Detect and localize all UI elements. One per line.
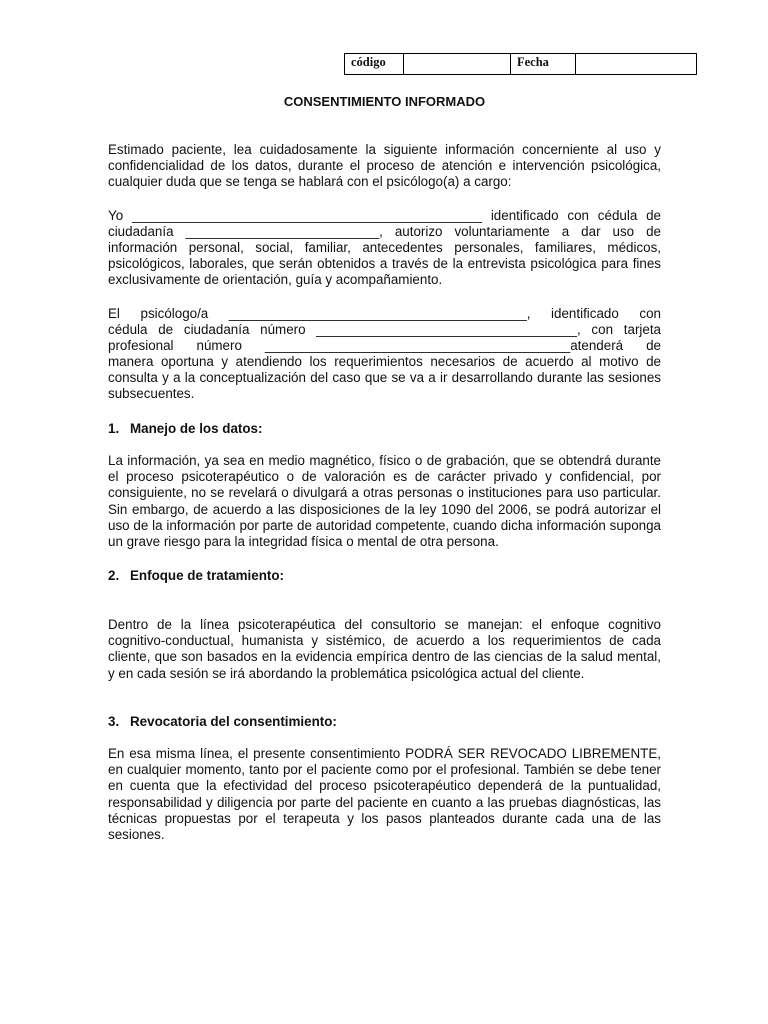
section-3-number: 3. — [108, 714, 120, 729]
psychologist-line-1: El psicólogo/a ________________________________________, identificado con — [108, 306, 661, 321]
fecha-value[interactable] — [576, 54, 697, 75]
header-table — [344, 53, 697, 75]
intro-paragraph: Estimado paciente, lea cuidadosamente la siguiente información concerniente al uso y confidencialidad de los datos, durante el proceso de atención e intervención psicológica, cualquier duda que se tenga se hablará con el psicólogo(a) a cargo: — [108, 142, 661, 190]
section-2-heading — [108, 568, 284, 584]
consent-line-1: Yo _______________________________________________ identificado con cédula de — [108, 208, 661, 223]
section-3-body: En esa misma línea, el presente consentimiento PODRÁ SER REVOCADO LIBREMENTE, en cualquier momento, tanto por el paciente como por el profesional. También se debe tener en cuenta que la efectividad del proceso psicoterapéutico dependerá de la puntualidad, responsabilidad y diligencia por parte del paciente en cuanto a las pruebas diagnósticas, las técnicas propuestas por el terapeuta y los pasos planteados durante cada una de las sesiones. — [108, 746, 661, 843]
fecha-label: Fecha — [511, 54, 576, 75]
psychologist-line-3: profesional número _________________________________________atenderá de — [108, 338, 661, 353]
codigo-label: código — [345, 54, 404, 75]
psychologist-rest: manera oportuna y atendiendo los requerimientos necesarios de acuerdo al motivo de consulta y a la conceptualización del caso que se va a ir desarrollando durante las sesiones subsecuentes. — [108, 354, 661, 402]
psychologist-line-2: cédula de ciudadanía número ___________________________________, con tarjeta — [108, 322, 661, 337]
section-1-title: Manejo de los datos: — [130, 421, 263, 436]
section-2-body: Dentro de la línea psicoterapéutica del consultorio se manejan: el enfoque cognitivo cognitivo-conductual, humanista y sistémico, de acuerdo a los requerimientos de cada cliente, que son basados en la evidencia empírica dentro de las ciencias de la salud mental, y en cada sesión se irá abordando la problemática psicológica actual del cliente. — [108, 617, 661, 681]
section-3-heading — [108, 714, 337, 730]
section-3-title: Revocatoria del consentimiento: — [130, 714, 337, 729]
consent-line-2: ciudadanía __________________________, autorizo voluntariamente a dar uso de — [108, 224, 661, 239]
section-2-title: Enfoque de tratamiento: — [130, 568, 284, 583]
section-1-number: 1. — [108, 421, 120, 436]
section-1-heading — [108, 421, 262, 437]
section-1-body: La información, ya sea en medio magnético, físico o de grabación, que se obtendrá durante el proceso psicoterapéutico o de valoración es de carácter privado y confidencial, por consiguiente, no se revelará o divulgará a otras personas o instituciones para uso particular. Sin embargo, de acuerdo a las disposiciones de la ley 1090 del 2006, se podrá autorizar el uso de la información por parte de autoridad competente, cuando dicha información suponga un grave riesgo para la integridad física o mental de otra persona. — [108, 453, 661, 550]
consent-rest: información personal, social, familiar, antecedentes personales, familiares, médicos, psicológicos, laborales, que serán obtenidos a través de la entrevista psicológica para fines exclusivamente de orientación, guía y acompañamiento. — [108, 240, 661, 288]
codigo-value[interactable] — [404, 54, 511, 75]
document-title: CONSENTIMIENTO INFORMADO — [283, 94, 486, 109]
section-2-number: 2. — [108, 568, 120, 583]
